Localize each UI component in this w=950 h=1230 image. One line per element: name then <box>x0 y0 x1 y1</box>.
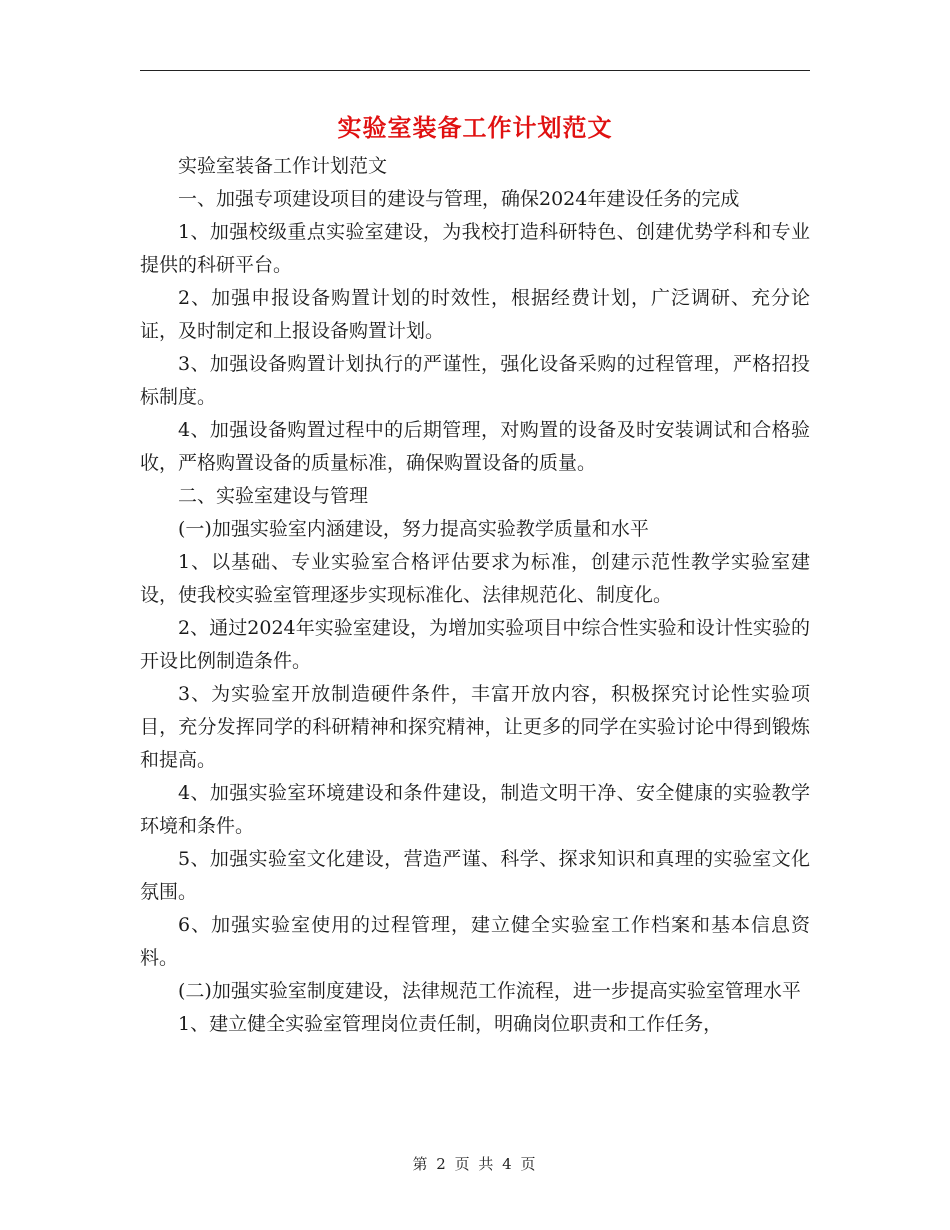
paragraph: 4、加强设备购置过程中的后期管理，对购置的设备及时安装调试和合格验收，严格购置设备的质量标准，确保购置设备的质量。 <box>140 419 810 474</box>
header-rule <box>140 70 810 71</box>
paragraph: 6、加强实验室使用的过程管理，建立健全实验室工作档案和基本信息资料。 <box>140 914 810 969</box>
paragraph: (一)加强实验室内涵建设，努力提高实验教学质量和水平 <box>178 518 649 540</box>
paragraph: 1、加强校级重点实验室建设，为我校打造科研特色、创建优势学科和专业提供的科研平台。 <box>140 221 810 276</box>
paragraph: 3、为实验室开放制造硬件条件，丰富开放内容，积极探究讨论性实验项目，充分发挥同学的科研精神和探究精神，让更多的同学在实验讨论中得到锻炼和提高。 <box>140 683 810 771</box>
paragraph: 实验室装备工作计划范文 <box>178 155 388 177</box>
paragraph: 一、加强专项建设项目的建设与管理，确保2024年建设任务的完成 <box>178 188 740 210</box>
paragraph: 二、实验室建设与管理 <box>178 485 369 507</box>
paragraph: 1、以基础、专业实验室合格评估要求为标准，创建示范性教学实验室建设，使我校实验室管理逐步实现标准化、法律规范化、制度化。 <box>140 551 810 606</box>
document-body <box>140 150 810 1041</box>
document-title: 实验室装备工作计划范文 <box>337 114 613 142</box>
paragraph: 3、加强设备购置计划执行的严谨性，强化设备采购的过程管理，严格招投标制度。 <box>140 353 810 408</box>
page-number-footer: 第 2 页 共 4 页 <box>412 1155 538 1173</box>
paragraph: 4、加强实验室环境建设和条件建设，制造文明干净、安全健康的实验教学环境和条件。 <box>140 782 810 837</box>
paragraph: (二)加强实验室制度建设，法律规范工作流程，进一步提高实验室管理水平 <box>178 980 801 1002</box>
paragraph: 5、加强实验室文化建设，营造严谨、科学、探求知识和真理的实验室文化氛围。 <box>140 848 810 903</box>
paragraph: 1、建立健全实验室管理岗位责任制，明确岗位职责和工作任务， <box>178 1013 723 1035</box>
paragraph: 2、通过2024年实验室建设，为增加实验项目中综合性实验和设计性实验的开设比例制造条件。 <box>140 617 810 672</box>
paragraph: 2、加强申报设备购置计划的时效性，根据经费计划，广泛调研、充分论证，及时制定和上报设备购置计划。 <box>140 287 810 342</box>
